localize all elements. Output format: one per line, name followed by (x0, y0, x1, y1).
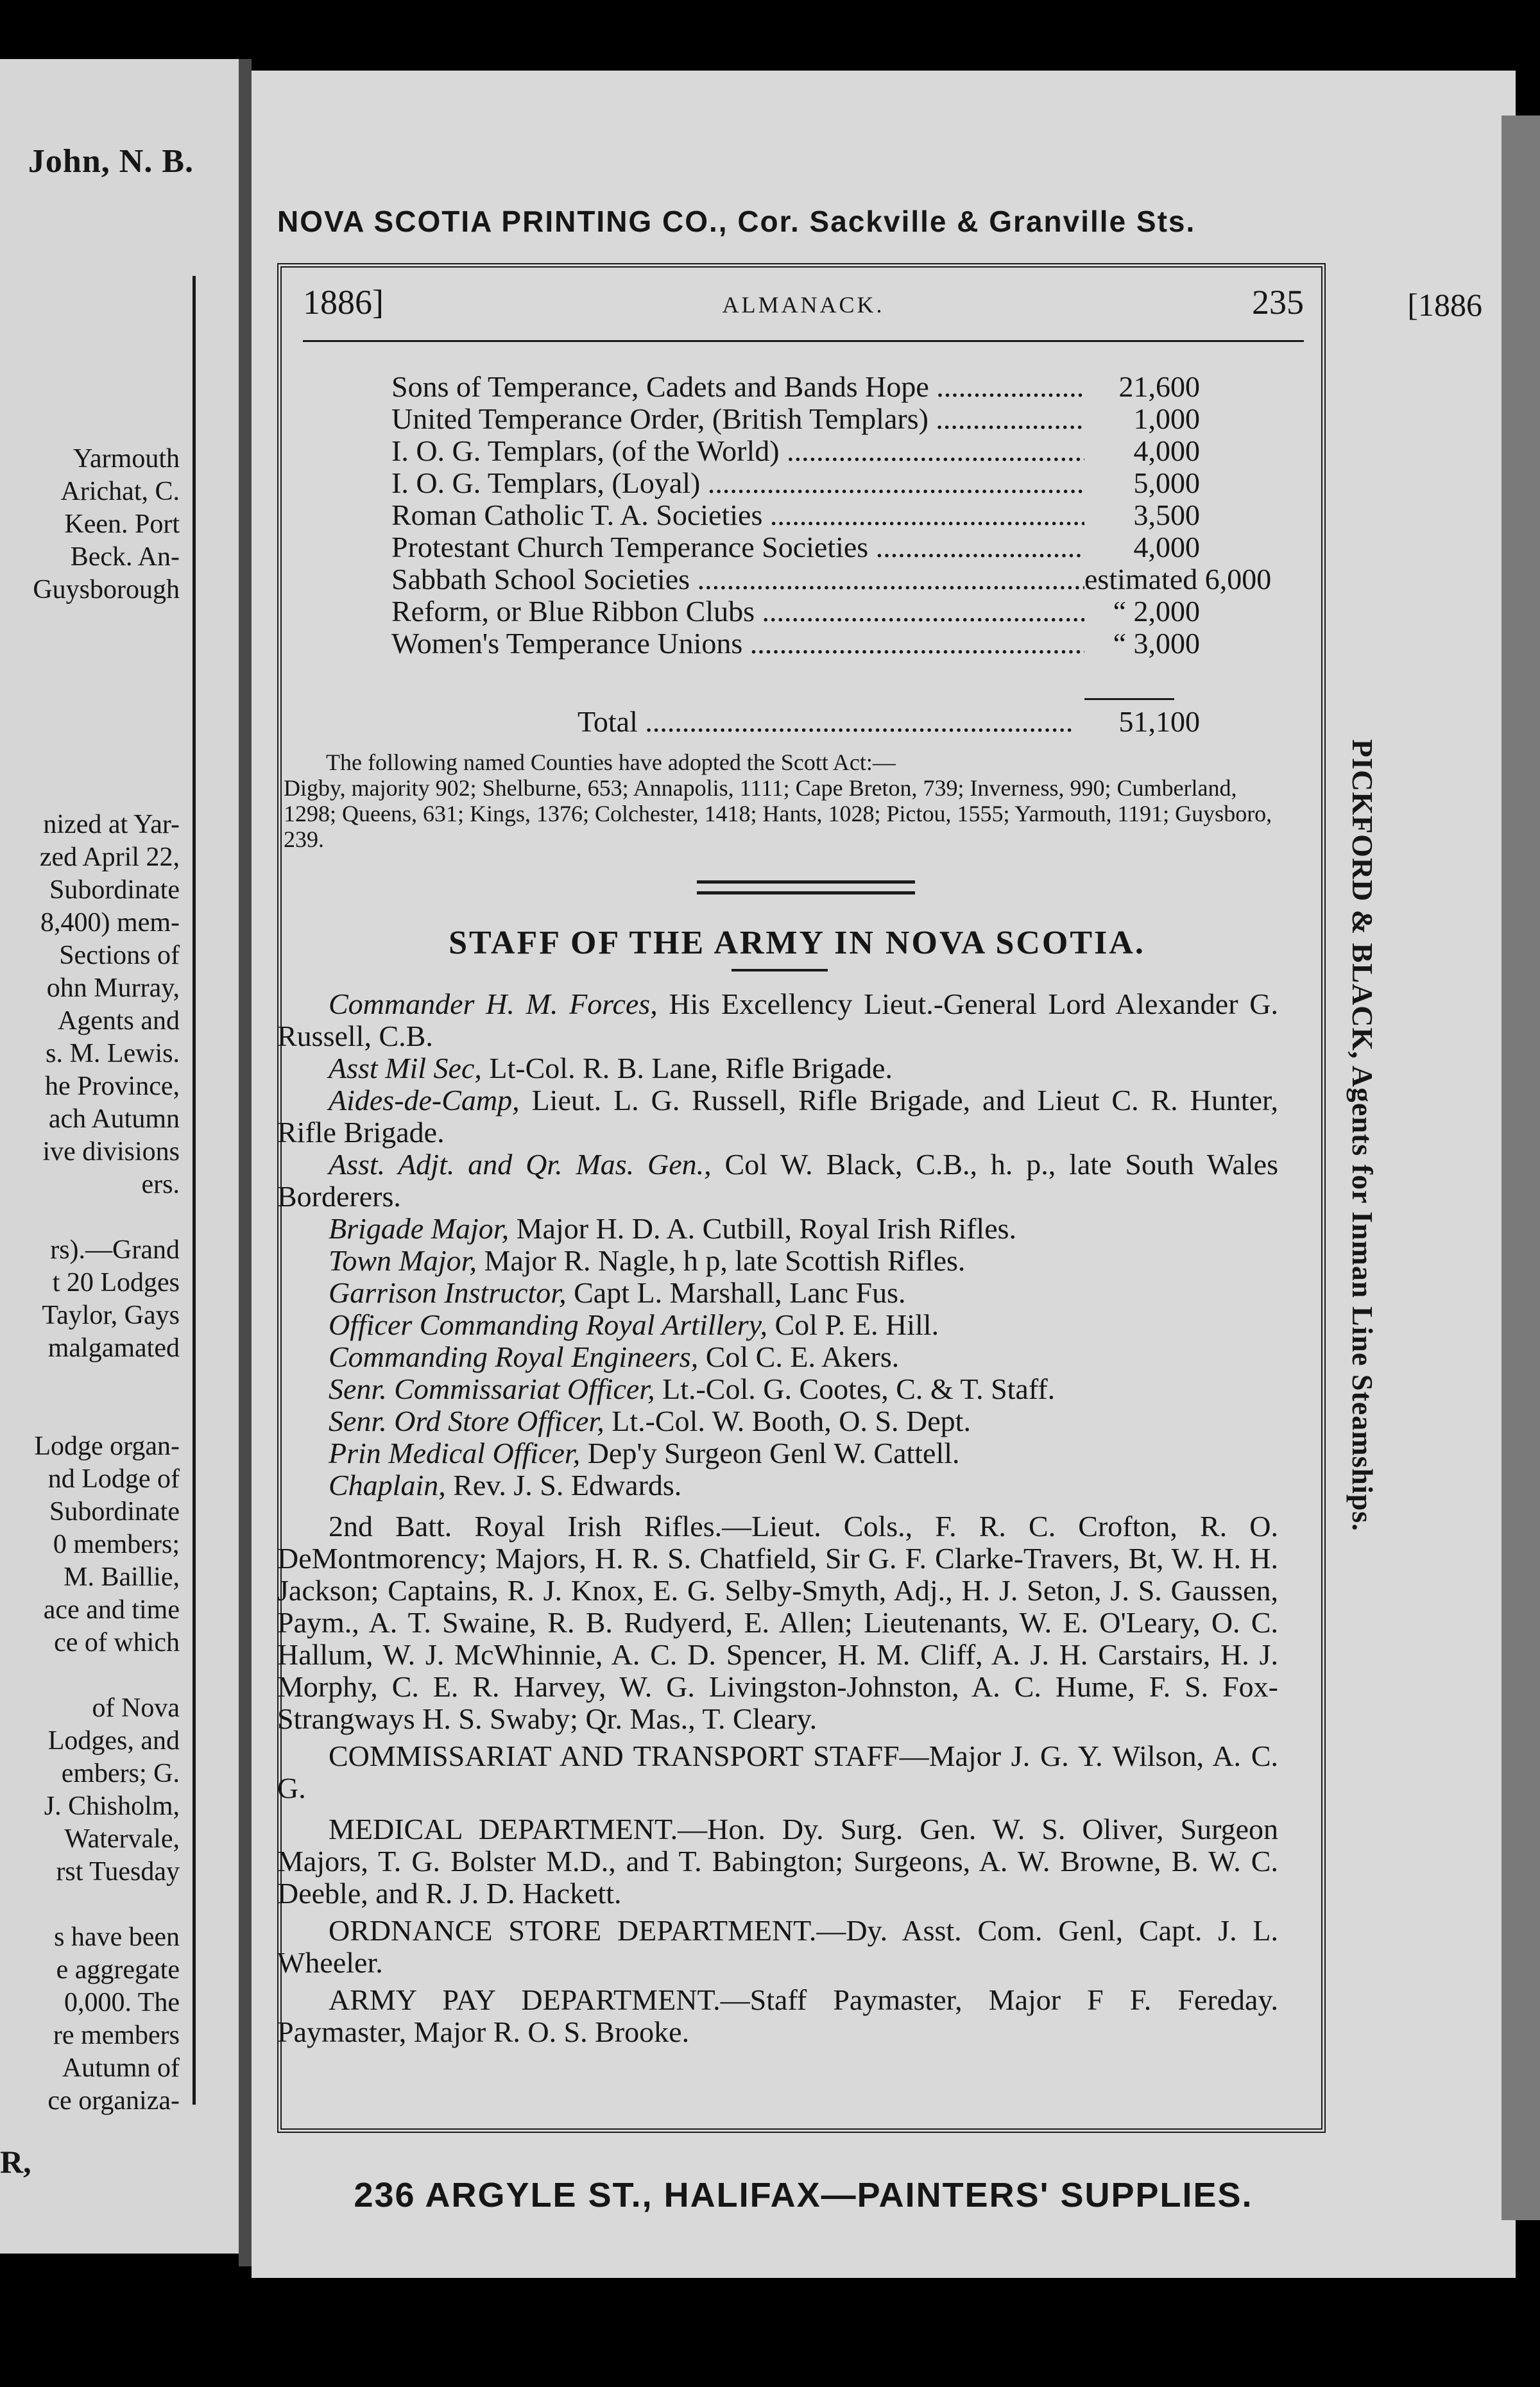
staff-holder: Rev. J. S. Edwards. (445, 1469, 682, 1502)
stat-row (391, 435, 1200, 467)
stat-label: Protestant Church Temperance Societies ..... (391, 531, 1084, 563)
section-divider (697, 880, 915, 894)
stat-value: 3,500 (1133, 499, 1200, 531)
staff-entry (277, 1373, 1278, 1405)
scott-act-counties: Digby, majority 902; Shelburne, 653; Annapolis, 1111; Cape Breton, 739; Inverness, 990; Cumberland, 1298; Queens, 631; Kings, 1376; Colchester, 1418; Hants, 1028; Pictou, 1555; Yarmouth, 1191; Guysboro, 239. (284, 775, 1272, 852)
left-text-line: s. M. Lewis. (46, 1039, 180, 1068)
commissariat-entry: COMMISSARIAT AND TRANSPORT STAFF—Major J. G. Y. Wilson, A. C. G. (277, 1740, 1278, 1804)
running-head-year: 1886] (303, 283, 384, 321)
temperance-stats (391, 370, 1272, 660)
staff-role: Town Major, (329, 1244, 477, 1277)
left-text-line (0, 1659, 180, 1692)
staff-role: Commander H. M. Forces, (329, 988, 658, 1020)
left-text-line (0, 1201, 180, 1234)
left-text-line: t 20 Lodges (52, 1268, 180, 1297)
staff-list (277, 988, 1278, 2053)
stat-value: 4,000 (1133, 434, 1200, 467)
stat-row (391, 403, 1200, 435)
stat-label: Sons of Temperance, Cadets and Bands Hope ..... (391, 371, 1084, 403)
left-text-line: e aggregate (56, 1955, 180, 1985)
scott-act (284, 749, 1285, 852)
staff-role: Prin Medical Officer, (329, 1437, 581, 1469)
stat-label: Women's Temperance Unions ..... (391, 628, 1084, 660)
staff-holder: Lt-Col. R. B. Lane, Rifle Brigade. (481, 1052, 893, 1084)
left-text-line: malgamated (47, 1333, 180, 1363)
staff-role: Brigade Major, (329, 1212, 509, 1245)
running-head-title: ALMANACK. (722, 292, 885, 318)
left-text-line: rst Tuesday (56, 1857, 180, 1887)
left-text-line: Subordinate (49, 1497, 180, 1527)
stat-value: “ 3,000 (1113, 627, 1200, 660)
left-text-line: Watervale, (64, 1824, 180, 1854)
left-text-line (0, 1888, 180, 1921)
page-gutter (239, 59, 252, 2266)
staff-holder: Lt.-Col. G. Cootes, C. & T. Staff. (654, 1373, 1056, 1405)
staff-role: Garrison Instructor, (329, 1276, 567, 1309)
left-page-text-mid (0, 809, 180, 2118)
staff-entry (277, 1341, 1278, 1373)
left-page-year: [1886 (1407, 287, 1482, 323)
left-text-line: 0,000. The (64, 1988, 180, 2017)
staff-role: Senr. Commissariat Officer, (329, 1373, 655, 1405)
left-text-line (0, 1365, 180, 1398)
left-text-line: 0 members; (53, 1530, 180, 1559)
stat-value: 1,000 (1133, 402, 1200, 435)
staff-entry (277, 1469, 1278, 1502)
left-text-line: Guysborough (33, 575, 180, 604)
total-rule (1084, 698, 1174, 700)
stat-label: I. O. G. Templars, (of the World) ..... (391, 435, 1084, 467)
left-text-line: nd Lodge of (47, 1464, 180, 1494)
staff-entry (277, 1405, 1278, 1437)
stat-value: 21,600 (1118, 370, 1200, 403)
staff-entry (277, 1309, 1278, 1341)
left-text-line: zed April 22, (39, 843, 180, 872)
staff-role: Commanding Royal Engineers, (329, 1340, 699, 1373)
staff-holder: Major R. Nagle, h p, late Scottish Rifles. (476, 1244, 966, 1277)
left-text-line: Taylor, Gays (42, 1301, 180, 1330)
staff-role: Aides-de-Camp, (329, 1084, 520, 1116)
left-page-text-top (0, 443, 180, 606)
left-text-line: nized at Yar- (43, 810, 180, 839)
left-text-line: Sections of (59, 941, 180, 970)
left-text-line: Arichat, C. (60, 477, 180, 506)
left-text-line: ive divisions (42, 1137, 180, 1167)
stat-label: Roman Catholic T. A. Societies ..... (391, 499, 1084, 531)
left-text-line: ers. (141, 1170, 180, 1199)
staff-entry (277, 1084, 1278, 1149)
left-text-line: embers; G. (61, 1759, 180, 1788)
scott-act-intro: The following named Counties have adopted the Scott Act:— (326, 749, 896, 775)
total-value: 51,100 (1118, 705, 1200, 738)
staff-entry (277, 1437, 1278, 1469)
left-page-footer: R, (0, 2144, 31, 2180)
left-text-line: Keen. Port (64, 509, 180, 539)
left-text-line: rs).—Grand (50, 1235, 180, 1265)
left-text-line: Beck. An- (70, 542, 180, 572)
staff-entry (277, 1213, 1278, 1245)
stat-row (391, 531, 1200, 563)
army-pay-entry: ARMY PAY DEPARTMENT.—Staff Paymaster, Major F F. Fereday. Paymaster, Major R. O. S. Brooke. (277, 1983, 1278, 2048)
staff-role: Officer Commanding Royal Artillery, (329, 1308, 767, 1341)
staff-entry (277, 1052, 1278, 1084)
staff-holder: Major H. D. A. Cutbill, Royal Irish Rifles. (509, 1212, 1017, 1245)
bottom-banner: 236 ARGYLE ST., HALIFAX—PAINTERS' SUPPLIES. (354, 2176, 1253, 2214)
side-banner: PICKFORD & BLACK, Agents for Inman Line Steamships. (1346, 739, 1379, 1532)
staff-role: Asst. Adjt. and Qr. Mas. Gen., (329, 1148, 712, 1181)
staff-role: Chaplain, (329, 1469, 446, 1502)
staff-title: STAFF OF THE ARMY IN NOVA SCOTIA. (449, 925, 1145, 961)
stat-row (391, 371, 1200, 403)
staff-role: Asst Mil Sec, (329, 1052, 482, 1084)
stat-value: 4,000 (1133, 531, 1200, 563)
staff-entry (277, 1245, 1278, 1277)
left-text-line: Yarmouth (73, 444, 180, 474)
left-text-line: he Province, (45, 1072, 180, 1101)
running-head (303, 282, 1304, 342)
left-text-line: J. Chisholm, (44, 1792, 180, 1821)
medical-entry: MEDICAL DEPARTMENT.—Hon. Dy. Surg. Gen. W. S. Oliver, Surgeon Majors, T. G. Bolster M.D., and T. Babington; Surgeons, A. W. Browne, B. W. C. Deeble, and R. J. D. Hackett. (277, 1813, 1278, 1910)
stat-label: Sabbath School Societies ..... (391, 563, 1084, 595)
staff-entry (277, 1277, 1278, 1309)
left-text-line: Lodge organ- (34, 1432, 180, 1461)
total-label: Total ..... (578, 705, 1084, 739)
stat-row (391, 563, 1272, 595)
left-text-line: Autumn of (62, 2053, 180, 2083)
staff-holder: Col W. Black, C.B., h. p., late South Wales Borderers. (277, 1148, 1278, 1213)
staff-title-rule (732, 969, 828, 971)
stat-value: “ 2,000 (1113, 595, 1200, 628)
staff-entry (277, 988, 1278, 1052)
left-text-line: ace and time (43, 1595, 180, 1625)
stat-value: estimated 6,000 (1084, 563, 1272, 595)
staff-holder: Col P. E. Hill. (767, 1308, 939, 1341)
stat-label: Reform, or Blue Ribbon Clubs ..... (391, 595, 1084, 628)
left-text-line: M. Baillie, (64, 1562, 180, 1592)
stat-row (391, 467, 1200, 499)
page-edge (1502, 116, 1540, 2220)
stat-label: I. O. G. Templars, (Loyal) ..... (391, 467, 1084, 499)
staff-holder: Dep'y Surgeon Genl W. Cattell. (580, 1437, 960, 1469)
ordnance-entry: ORDNANCE STORE DEPARTMENT.—Dy. Asst. Com. Genl, Capt. J. L. Wheeler. (277, 1914, 1278, 1979)
staff-entries (277, 988, 1278, 1502)
battalion-entry: 2nd Batt. Royal Irish Rifles.—Lieut. Cols., F. R. C. Crofton, R. O. DeMontmorency; Majors, H. R. S. Chatfield, Sir G. F. Clarke-Travers, Bt, W. H. H. Jackson; Captains, R. J. Knox, E. G. Selby-Smyth, Adj., H. J. Seton, J. S. Gaussen, Paym., A. T. Swaine, R. B. Rudyerd, E. Allen; Lieutenants, W. E. O'Leary, O. C. Hallum, W. J. McWhinnie, A. C. D. Spencer, H. M. Cliff, A. J. H. Carstairs, H. J. Morphy, C. E. R. Harvey, W. G. Livingston-Johnston, A. C. Hume, F. S. Fox-Strangways H. S. Swaby; Qr. Mas., T. Cleary. (277, 1510, 1278, 1735)
page-number: 235 (1252, 283, 1304, 321)
left-text-line: ohn Murray, (46, 973, 180, 1003)
left-text-line: Agents and (57, 1006, 180, 1036)
left-text-line: ach Autumn (48, 1104, 180, 1134)
left-text-line: Subordinate (49, 875, 180, 905)
staff-entry (277, 1149, 1278, 1213)
stat-row (391, 628, 1200, 660)
staff-holder: Col C. E. Akers. (698, 1340, 900, 1373)
left-text-line: re members (53, 2021, 180, 2050)
top-banner: NOVA SCOTIA PRINTING CO., Cor. Sackville & Granville Sts. (277, 205, 1196, 238)
stat-label: United Temperance Order, (British Templars) ..... (391, 403, 1084, 435)
staff-holder: Lieut. L. G. Russell, Rifle Brigade, and Lieut C. R. Hunter, Rifle Brigade. (277, 1084, 1278, 1149)
staff-holder: Lt.-Col. W. Booth, O. S. Dept. (604, 1405, 971, 1437)
stat-value: 5,000 (1133, 466, 1200, 499)
stat-row (391, 595, 1200, 628)
staff-holder: His Excellency Lieut.-General Lord Alexander G. Russell, C.B. (277, 988, 1278, 1052)
stat-row (391, 499, 1200, 531)
staff-holder: Capt L. Marshall, Lanc Fus. (566, 1276, 906, 1309)
left-text-line: ce organiza- (47, 2086, 180, 2116)
left-text-line: Lodges, and (47, 1726, 180, 1756)
staff-role: Senr. Ord Store Officer, (329, 1405, 604, 1437)
left-text-line: ce of which (54, 1628, 180, 1657)
left-text-line: s have been (54, 1922, 180, 1952)
left-text-line: 8,400) mem- (40, 908, 180, 937)
total-row (578, 705, 1200, 739)
left-text-line (0, 1398, 180, 1430)
left-text-line: of Nova (92, 1693, 180, 1723)
left-page-header: John, N. B. (28, 143, 194, 180)
